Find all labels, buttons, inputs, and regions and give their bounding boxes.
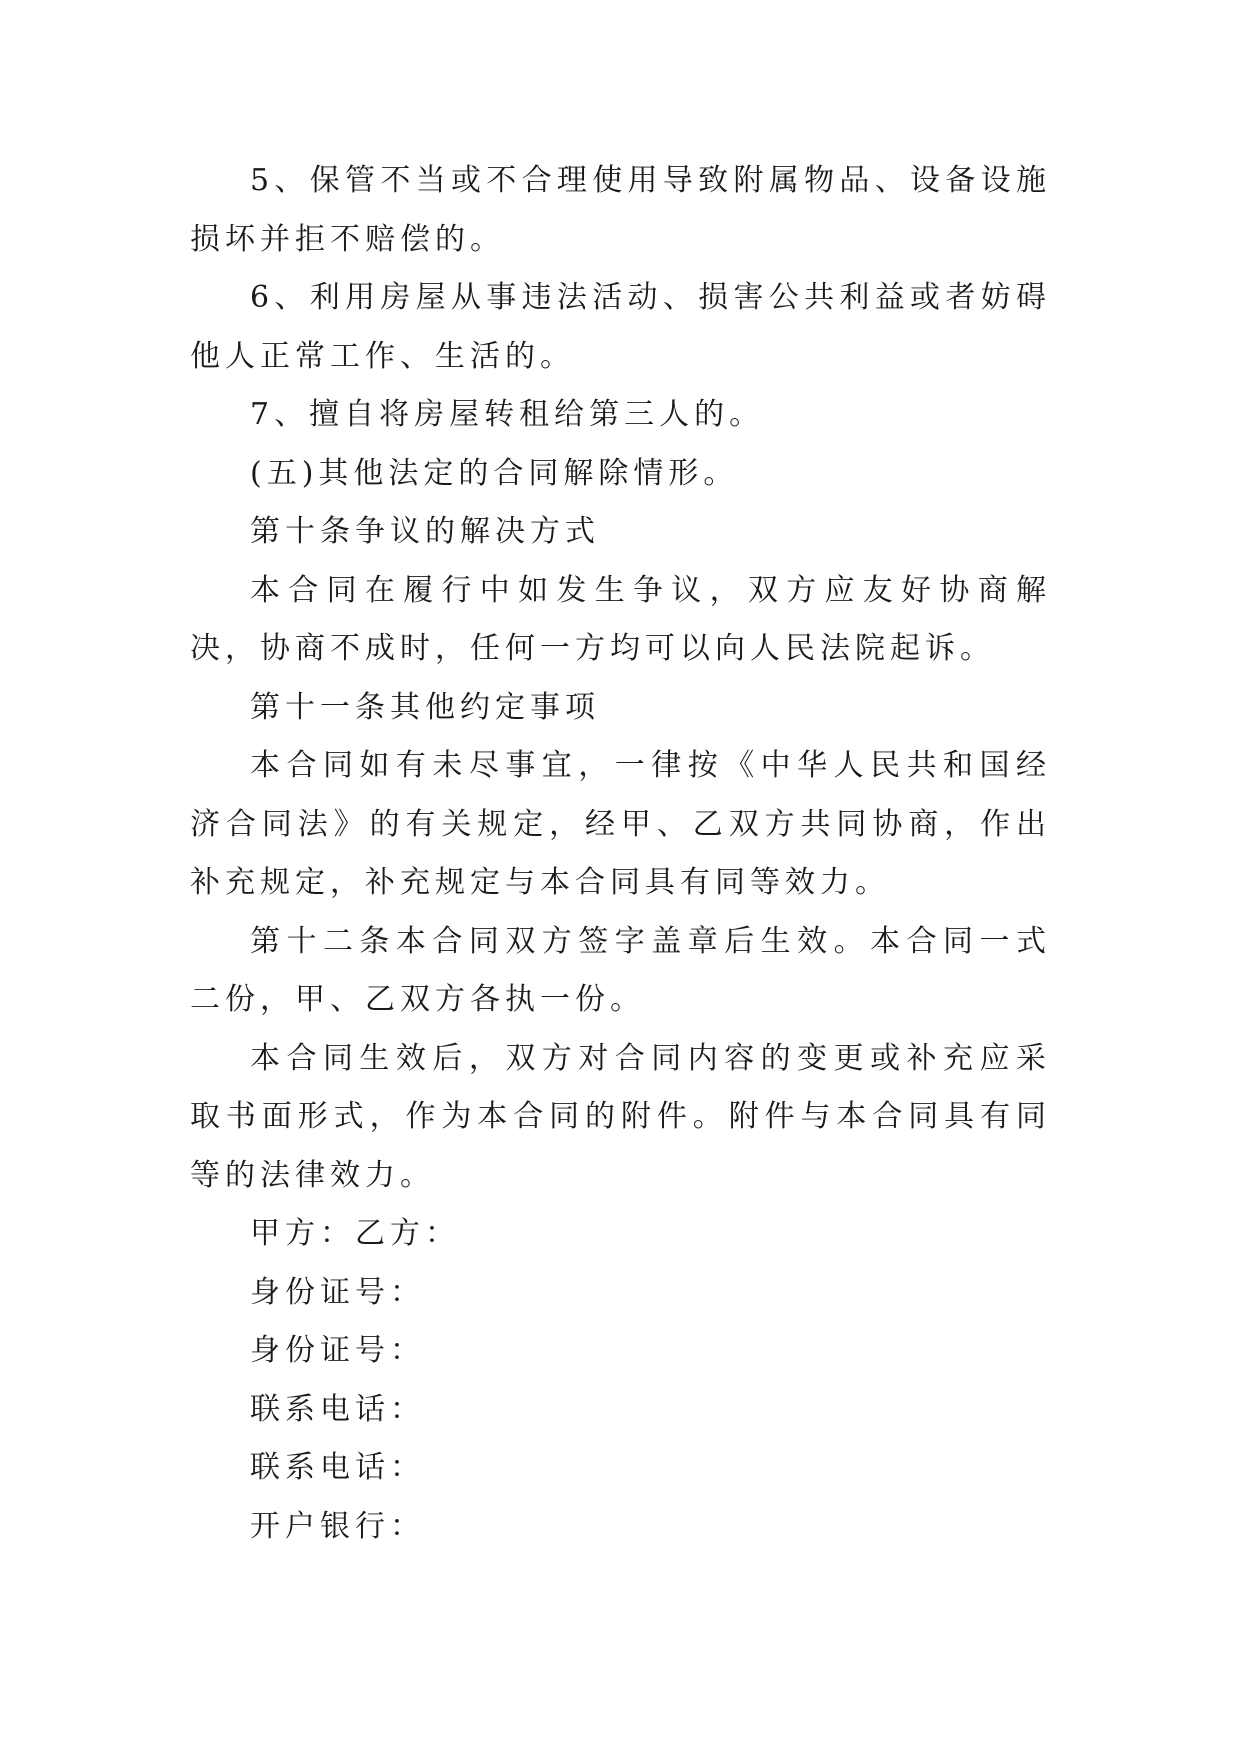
id-number-line-a: 身份证号： bbox=[250, 1274, 425, 1310]
bank-line: 开户银行： bbox=[250, 1508, 425, 1544]
phone-line-b: 联系电话： bbox=[250, 1450, 425, 1485]
clause-other-legal: (五)其他法定的合同解除情形。 bbox=[250, 455, 739, 491]
clause-6-illegal-use: 6、利用房屋从事违法活动、损害公共利益或者妨碍他人正常工作、生活的。 bbox=[190, 280, 1051, 374]
article-11-text: 本合同如有未尽事宜，一律按《中华人民共和国经济合同法》的有关规定，经甲、乙双方共同协商，作出补充规定，补充规定与本合同具有同等效力。 bbox=[190, 748, 1051, 900]
amendment-text: 本合同生效后，双方对合同内容的变更或补充应采取书面形式，作为本合同的附件。附件与本合同具有同等的法律效力。 bbox=[190, 1040, 1051, 1193]
clause-7-sublet: 7、擅自将房屋转租给第三人的。 bbox=[250, 397, 765, 432]
party-line: 甲方：乙方： bbox=[250, 1216, 460, 1251]
clause-5-damage: 5、保管不当或不合理使用导致附属物品、设备设施损坏并拒不赔偿的。 bbox=[190, 163, 1051, 257]
article-10-heading: 第十条争议的解决方式 bbox=[250, 514, 600, 549]
article-12-text: 第十二条本合同双方签字盖章后生效。本合同一式二份，甲、乙双方各执一份。 bbox=[190, 923, 1051, 1017]
phone-line-a: 联系电话： bbox=[250, 1391, 425, 1427]
contract-body bbox=[190, 152, 1051, 1556]
id-number-line-b: 身份证号： bbox=[250, 1333, 425, 1368]
article-10-text: 本合同在履行中如发生争议，双方应友好协商解决，协商不成时，任何一方均可以向人民法院起诉。 bbox=[190, 572, 1051, 666]
article-11-heading: 第十一条其他约定事项 bbox=[250, 689, 600, 725]
